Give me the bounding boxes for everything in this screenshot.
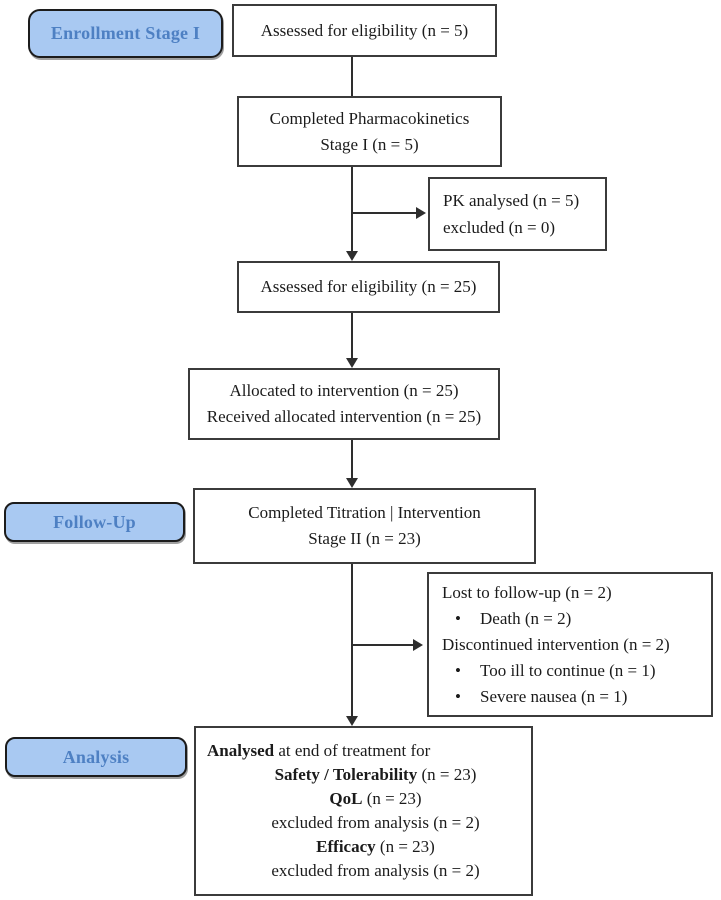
flow-box-bullet-item [442,606,703,632]
flow-box-text: Discontinued intervention (n = 2) [442,634,670,654]
flow-box-text: Severe nausea (n = 1) [480,686,628,706]
arrowhead-right-icon [413,639,423,651]
flow-box-text [196,787,531,811]
flow-box-text: Completed Pharmacokinetics [269,108,470,128]
flow-box-text-bold: QoL [329,789,363,808]
flow-box-text-rest: at end of treatment for [274,741,431,760]
flow-box-text: excluded from analysis (n = 2) [271,861,480,880]
bullet-icon: • [455,686,461,706]
bullet-icon: • [455,608,461,628]
stage-label-enrollment [28,9,223,58]
arrowhead-down-icon [346,478,358,488]
flow-box-text-bold: Efficacy [316,837,376,856]
flow-box-text-rest: (n = 23) [375,837,435,856]
flow-box-lost-to-followup [427,572,713,717]
connector-line [352,644,414,646]
stage-label-followup [4,502,185,542]
connector-line [352,212,417,214]
stage-label-analysis-text: Analysis [62,746,130,767]
flow-box-text: Lost to follow-up (n = 2) [442,582,612,602]
connector-line [351,564,353,717]
flow-box-completed-titration [193,488,536,564]
flow-box-text: PK analysed (n = 5) [443,191,580,210]
flow-box-text: Too ill to continue (n = 1) [480,660,656,680]
connector-line [351,57,353,96]
flow-box-text: Death (n = 2) [480,608,572,628]
flow-box-bullet-item [442,684,703,710]
flow-box-text-bold: Safety / Tolerability [274,765,418,784]
flow-box-bullet-item [442,658,703,684]
flow-box-text: excluded from analysis (n = 2) [271,813,480,832]
flow-box-text-rest: (n = 23) [362,789,422,808]
flow-box-text: Assessed for eligibility (n = 25) [260,277,477,296]
stage-label-followup-text: Follow-Up [53,511,136,532]
flow-box-text: Completed Titration | Intervention [248,503,481,522]
arrowhead-down-icon [346,251,358,261]
flow-box-text: Assessed for eligibility (n = 5) [260,20,469,40]
flow-box-completed-pharmacokinetics [237,96,502,167]
flow-box-text-bold: Analysed [207,741,275,760]
flow-box-text: Stage II (n = 23) [308,529,421,548]
flow-box-analysed [194,726,533,896]
connector-line [351,440,353,479]
flow-box-assessed-eligibility-stage2 [237,261,500,313]
flow-box-text [196,835,531,859]
flow-box-text: excluded (n = 0) [443,218,556,237]
flow-box-pk-analysed [428,177,607,251]
connector-line [351,167,353,253]
stage-label-enrollment-text: Enrollment Stage I [50,23,201,43]
stage-label-analysis [5,737,187,777]
arrowhead-down-icon [346,716,358,726]
flow-box-text [196,763,531,787]
flow-box-text: Allocated to intervention (n = 25) [229,381,459,400]
flow-box-text [196,739,531,763]
bullet-icon: • [455,660,461,680]
flow-box-assessed-eligibility-stage1 [232,4,497,57]
arrowhead-down-icon [346,358,358,368]
flow-box-text-rest: (n = 23) [417,765,477,784]
connector-line [351,313,353,359]
flow-box-text: Stage I (n = 5) [320,134,419,154]
flow-box-text: Received allocated intervention (n = 25) [206,407,482,426]
flow-box-allocated-intervention [188,368,500,440]
arrowhead-right-icon [416,207,426,219]
